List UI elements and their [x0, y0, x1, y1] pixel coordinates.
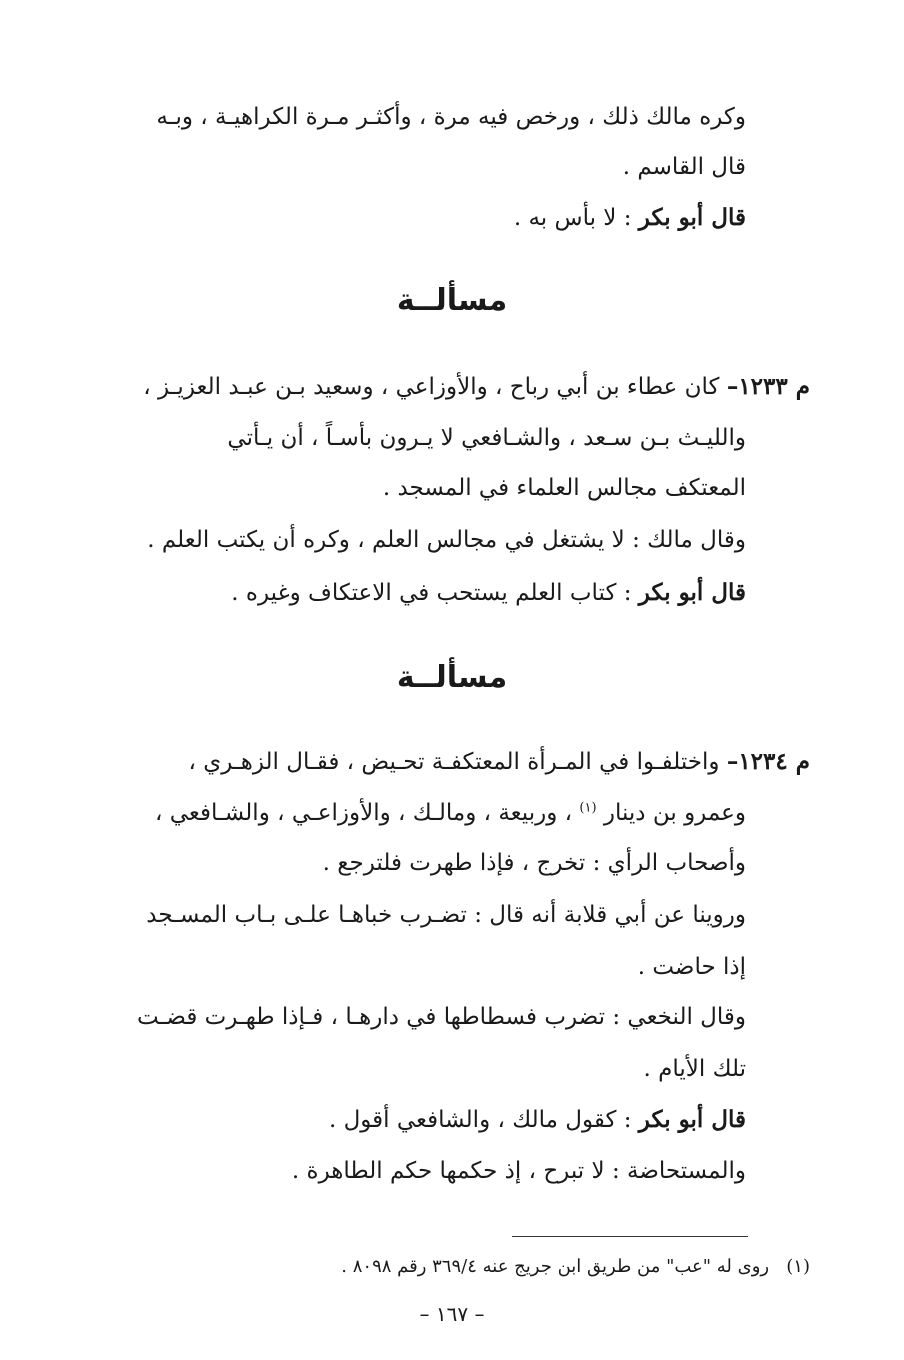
author-label: قال أبو بكر [638, 579, 746, 606]
author-statement-text: : كقول مالك ، والشافعي أقول . [328, 1107, 639, 1133]
paragraph-line: قال القاسم . [622, 154, 746, 180]
author-label: قال أبو بكر [638, 1106, 746, 1133]
footnote-reference[interactable]: (١) [579, 800, 597, 816]
section-heading: مسألــة [396, 660, 508, 695]
author-statement [329, 1105, 746, 1136]
paragraph-line: المعتكف مجالس العلماء في المسجد . [382, 475, 746, 501]
footnote-divider [512, 1236, 748, 1237]
text-fragment: وعمرو بن دينار [603, 800, 746, 826]
text-fragment: ، وربيعة ، ومالـك ، والأوزاعـي ، والشـافعي ، [155, 800, 573, 826]
issue-text: واختلفـوا في المـرأة المعتكفـة تحـيض ، فقـال الزهـري ، [188, 749, 720, 775]
author-statement [514, 203, 746, 234]
author-label: قال أبو بكر [638, 204, 746, 231]
footnote-text: روى له "عب" من طريق ابن جريج عنه ٣٦٩/٤ رقم ٨٠٩٨ . [341, 1256, 770, 1277]
author-statement [231, 578, 746, 609]
paragraph-line: تلك الأيام . [643, 1056, 746, 1082]
page-number: – ١٦٧ – [419, 1302, 485, 1326]
issue-line [143, 372, 810, 403]
paragraph-line: والمستحاضة : لا تبرح ، إذ حكمها حكم الطاهرة . [291, 1158, 746, 1184]
paragraph-line: وقال النخعي : تضرب فسطاطها في دارهـا ، فـإذا طهـرت قضـت [137, 1004, 746, 1030]
paragraph-line: وقال مالك : لا يشتغل في مجالس العلم ، وكره أن يكتب العلم . [147, 527, 746, 553]
paragraph-line: وروينا عن أبي قلابة أنه قال : تضـرب خباهـا علـى بـاب المسـجد [146, 902, 746, 928]
issue-number: م ١٢٣٣– [726, 373, 810, 400]
footnote-marker: (١) [786, 1256, 810, 1277]
footnote [341, 1256, 810, 1277]
issue-text: كان عطاء بن أبي رباح ، والأوزاعي ، وسعيد بـن عبـد العزيـز ، [143, 374, 720, 400]
paragraph-line: وأصحاب الرأي : تخرج ، فإذا طهرت فلترجع . [322, 850, 746, 876]
author-statement-text: : كتاب العلم يستحب في الاعتكاف وغيره . [231, 580, 639, 606]
paragraph-line: وكره مالك ذلك ، ورخص فيه مرة ، وأكثـر مـرة الكراهيـة ، وبـه [156, 104, 746, 130]
section-heading: مسألــة [396, 283, 508, 318]
paragraph-line: إذا حاضت . [637, 954, 746, 980]
issue-number: م ١٢٣٤– [726, 748, 810, 775]
paragraph-line [155, 799, 746, 829]
issue-line [189, 747, 810, 778]
author-statement-text: : لا بأس به . [513, 205, 639, 231]
paragraph-line: والليـث بـن سـعد ، والشـافعي لا يـرون بأسـاً ، أن يـأتي [227, 425, 746, 451]
